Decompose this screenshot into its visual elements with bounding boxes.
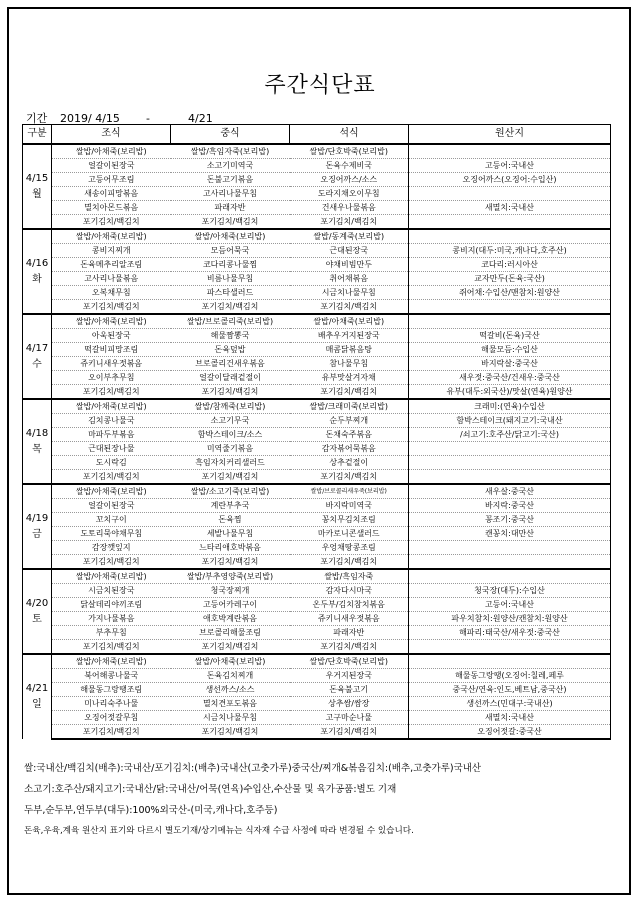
dinner-cell: 돈채숙주볶음 [290,428,409,442]
breakfast-cell: 포기김치/백김치 [52,640,171,655]
origin-cell [409,314,611,329]
table-row [23,456,611,470]
lunch-cell: 모듬어묵국 [171,244,290,258]
day-label: 4/18 목 [23,399,52,484]
table-row [23,187,611,201]
table-row [23,272,611,286]
table-row [23,300,611,315]
lunch-cell: 포기김치/백김치 [171,470,290,485]
dinner-cell: 우엉채땅콩조림 [290,541,409,555]
breakfast-cell: 쌀밥/아채죽(보리밥) [52,654,171,669]
lunch-cell: 포기김치/백김치 [171,555,290,570]
lunch-cell: 브로콜리해물조림 [171,626,290,640]
table-header-row [23,125,611,145]
breakfast-cell: 오징어젓갈무침 [52,711,171,725]
table-row [23,244,611,258]
lunch-cell: 코다리콩나물찜 [171,258,290,272]
origin-cell [409,229,611,244]
page-title: 주간식단표 [264,73,376,98]
note-line: 두부,순두부,연두부(대두):100%외국산-(미국,캐나다,호주등) [24,805,278,816]
breakfast-cell: 감장깻잎지 [52,541,171,555]
lunch-cell: 포기김치/백김치 [171,385,290,400]
notes [24,758,481,842]
origin-cell [409,144,611,159]
dinner-cell: 오징어까스/소스 [290,173,409,187]
breakfast-cell: 포기김치/백김치 [52,555,171,570]
table-row [23,513,611,527]
header-dinner: 석식 [290,125,409,145]
breakfast-cell: 돈육메추리알조림 [52,258,171,272]
breakfast-cell: 포기김치/백김치 [52,470,171,485]
table-row [23,286,611,300]
origin-cell: 새멸치:국내산 [409,201,611,215]
lunch-cell: 파스타샐러드 [171,286,290,300]
origin-cell: 유부(대두:외국산)/맛살(연육)원양산 [409,385,611,400]
dinner-cell: 취어채볶음 [290,272,409,286]
table-row [23,569,611,584]
breakfast-cell: 얼갈이된장국 [52,499,171,513]
table-row [23,173,611,187]
origin-cell: 코다리:러시아산 [409,258,611,272]
table-row [23,470,611,485]
lunch-cell: 돈육찜 [171,513,290,527]
table-row [23,329,611,343]
table-row [23,484,611,499]
lunch-cell: 돈불고기볶음 [171,173,290,187]
table-row [23,584,611,598]
origin-cell [409,456,611,470]
note-line: 소고기:호주산/돼지고기:국내산/닭:국내산/어묵(연육)수입산,수산물 및 육가공품:별도 기재 [24,784,397,795]
table-row [23,499,611,513]
breakfast-cell: 포기김치/백김치 [52,725,171,740]
breakfast-cell: 포기김치/백김치 [52,215,171,230]
dinner-cell: 온두부/김치참치볶음 [290,598,409,612]
lunch-cell: 쌀밥/흑임자죽(보리밥) [171,144,290,159]
dinner-cell: 쌀밥/단호박죽(보리밥) [290,654,409,669]
table-row [23,159,611,173]
day-label: 4/16 화 [23,229,52,314]
origin-cell: 중국산/연육:인도,베트남,중국산) [409,683,611,697]
table-row [23,527,611,541]
breakfast-cell: 북어해콩나물국 [52,669,171,683]
origin-cell: 새우살:중국산 [409,484,611,499]
lunch-cell: 소고기무국 [171,414,290,428]
breakfast-cell: 마파두부볶음 [52,428,171,442]
dinner-cell: 유부맛살겨자채 [290,371,409,385]
dinner-cell: 포기김치/백김치 [290,300,409,315]
lunch-cell: 쌀밥/아채죽(보리밥) [171,229,290,244]
origin-cell [409,569,611,584]
period-from: 2019/ 4/15 [60,112,120,125]
breakfast-cell: 아욱된장국 [52,329,171,343]
breakfast-cell: 근대된장나물 [52,442,171,456]
lunch-cell: 시금치나물무침 [171,711,290,725]
lunch-cell: 포기김치/백김치 [171,725,290,740]
origin-cell: 해파리:태국산/새우젓:중국산 [409,626,611,640]
dinner-cell: 쌀밥/동계죽(보리밥) [290,229,409,244]
breakfast-cell: 얼갈이된장국 [52,159,171,173]
header-lunch: 중식 [171,125,290,145]
breakfast-cell: 쌀밥/아채죽(보리밥) [52,229,171,244]
dinner-cell: 바지락미역국 [290,499,409,513]
lunch-cell: 느타리애호박볶음 [171,541,290,555]
period-label: 기간 [26,112,48,125]
table-row [23,612,611,626]
table-row [23,357,611,371]
lunch-cell: 계란부추국 [171,499,290,513]
table-row [23,144,611,159]
lunch-cell: 돈육김치찌개 [171,669,290,683]
lunch-cell: 포기김치/백김치 [171,300,290,315]
dinner-cell: 돈육수제비국 [290,159,409,173]
lunch-cell: 비름나물무침 [171,272,290,286]
origin-cell: 떡갈비(돈육)국산 [409,329,611,343]
breakfast-cell: 오이부추무침 [52,371,171,385]
dinner-cell: 포기김치/백김치 [290,725,409,740]
lunch-cell: 애호박계란볶음 [171,612,290,626]
lunch-cell: 포기김치/백김치 [171,640,290,655]
dinner-cell: 야채비빔만두 [290,258,409,272]
breakfast-cell: 도시락김 [52,456,171,470]
breakfast-cell: 미나리숙주나물 [52,697,171,711]
table-row [23,654,611,669]
lunch-cell: 얼갈이달래겉절이 [171,371,290,385]
lunch-cell: 쌀밥/아채죽(보리밥) [171,654,290,669]
dinner-cell: 쌀밥/단호박죽(보리밥) [290,144,409,159]
lunch-cell: 함박스테이크/소스 [171,428,290,442]
breakfast-cell: 고사리나물볶음 [52,272,171,286]
dinner-cell: 포기김치/백김치 [290,215,409,230]
origin-cell [409,442,611,456]
lunch-cell: 쌀밥/소고기죽(보리밥) [171,484,290,499]
header-category: 구분 [23,125,52,145]
breakfast-cell: 포기김치/백김치 [52,385,171,400]
lunch-cell: 생선까스/소스 [171,683,290,697]
lunch-cell: 소고기미역국 [171,159,290,173]
dinner-cell: 감자다시마국 [290,584,409,598]
table-row [23,314,611,329]
breakfast-cell: 쌀밥/아채죽(보리밥) [52,399,171,414]
breakfast-cell: 가지나물볶음 [52,612,171,626]
lunch-cell: 해물짬뽕국 [171,329,290,343]
origin-cell: 콩비지(대두:미국,캐나다,호주산) [409,244,611,258]
breakfast-cell: 오복채무침 [52,286,171,300]
table-row [23,697,611,711]
breakfast-cell: 닭살데리야끼조림 [52,598,171,612]
lunch-cell: 세발나물무침 [171,527,290,541]
origin-cell: 고등어:국내산 [409,598,611,612]
breakfast-cell: 고등어무조림 [52,173,171,187]
table-row [23,725,611,740]
dinner-cell: 쌀밥/아채죽(보리밥) [290,314,409,329]
breakfast-cell: 해물동그랑땡조림 [52,683,171,697]
header-breakfast: 조식 [52,125,171,145]
table-row [23,371,611,385]
origin-cell: 쥐어채:수입산/맨참치:원양산 [409,286,611,300]
breakfast-cell: 쌀밥/아채죽(보리밥) [52,484,171,499]
table-row [23,541,611,555]
day-label: 4/20 토 [23,569,52,654]
origin-cell: 고등어:국내산 [409,159,611,173]
table-row [23,683,611,697]
menu-table [22,124,611,740]
period-dash: - [146,112,150,125]
origin-cell [409,541,611,555]
dinner-cell: 포기김치/백김치 [290,555,409,570]
period-to: 4/21 [188,112,213,125]
breakfast-cell: 김치콩나물국 [52,414,171,428]
dinner-cell: 배추우거지된장국 [290,329,409,343]
breakfast-cell: 포기김치/백김치 [52,300,171,315]
dinner-cell: 마카로니콘샐러드 [290,527,409,541]
origin-cell: 생선까스(민대구:국내산) [409,697,611,711]
breakfast-cell: 시금치된장국 [52,584,171,598]
breakfast-cell: 새송이피망볶음 [52,187,171,201]
origin-cell: 해물동그랑땡(오징어:칠레,페루 [409,669,611,683]
dinner-cell: 쥬키니새우젓볶음 [290,612,409,626]
lunch-cell: 브로콜리건새우볶음 [171,357,290,371]
origin-cell [409,187,611,201]
dinner-cell: 건새우나물볶음 [290,201,409,215]
origin-cell: 꽁조기:중국산 [409,513,611,527]
table-row [23,640,611,655]
origin-cell [409,654,611,669]
lunch-cell: 쌀밥/참깨죽(보리밥) [171,399,290,414]
dinner-cell: 감자볶어묵볶음 [290,442,409,456]
lunch-cell: 쌀밥/브로콜리죽(보리밥) [171,314,290,329]
table-row [23,626,611,640]
lunch-cell: 미역줄기볶음 [171,442,290,456]
dinner-cell: 쌀밥/브로콜리새우죽(보리밥) [290,484,409,499]
origin-cell: 청국장(대두):수입산 [409,584,611,598]
origin-cell: 크래미:(연육)수입산 [409,399,611,414]
breakfast-cell: 쌀밥/아채죽(보리밥) [52,314,171,329]
origin-cell: 오징어까스(오징어:수입산) [409,173,611,187]
origin-cell: /쇠고기:호주산/닭고기:국산) [409,428,611,442]
lunch-cell: 돈육덮밥 [171,343,290,357]
dinner-cell: 파래자반 [290,626,409,640]
table-row [23,442,611,456]
dinner-cell: 순두부찌개 [290,414,409,428]
origin-cell [409,215,611,230]
lunch-cell: 포기김치/백김치 [171,215,290,230]
origin-cell [409,555,611,570]
lunch-cell: 파래자반 [171,201,290,215]
breakfast-cell: 쌀밥/아채죽(보리밥) [52,569,171,584]
breakfast-cell: 콩비지찌개 [52,244,171,258]
dinner-cell: 쌀밥/크래미죽(보리밥) [290,399,409,414]
table-row [23,201,611,215]
breakfast-cell: 쌀밥/아채죽(보리밥) [52,144,171,159]
origin-cell: 바지락살:중국산 [409,357,611,371]
origin-cell [409,300,611,315]
breakfast-cell: 멸치아몬드볶음 [52,201,171,215]
origin-cell: 함박스테이크(돼지고기:국내산 [409,414,611,428]
table-row [23,399,611,414]
origin-cell: 파우치참치:원양산/캔참치:원양산 [409,612,611,626]
lunch-cell: 멸치견포도볶음 [171,697,290,711]
origin-cell: 교자만두(돈육:국산) [409,272,611,286]
origin-cell: 새멸치:국내산 [409,711,611,725]
dinner-cell: 포기김치/백김치 [290,385,409,400]
origin-cell: 캔꽁치:대만산 [409,527,611,541]
dinner-cell: 매콤닭볶음탕 [290,343,409,357]
dinner-cell: 포기김치/백김치 [290,470,409,485]
table-row [23,414,611,428]
breakfast-cell: 꼬치구이 [52,513,171,527]
note-line: 쌀:국내산/백김치(배추):국내산/포기김치:(배추)국내산(고춧가루)중국산/찌개&볶음김치:(배추,고춧가루)국내산 [24,763,482,774]
lunch-cell: 고등어카레구이 [171,598,290,612]
table-row [23,385,611,400]
dinner-cell: 돈육불고기 [290,683,409,697]
dinner-cell: 꽁치무김치조림 [290,513,409,527]
table-row [23,215,611,230]
dinner-cell: 참나물무침 [290,357,409,371]
origin-cell [409,640,611,655]
table-row [23,598,611,612]
breakfast-cell: 부추무침 [52,626,171,640]
table-row [23,428,611,442]
dinner-cell: 도라지채오이무침 [290,187,409,201]
origin-cell: 바지락:중국산 [409,499,611,513]
note-line: 돈육,우육,계육 원산지 표기와 다르시 별도기재/상기메뉴는 식자재 수급 사정에 따라 변경될 수 있습니다. [24,826,414,836]
day-label: 4/17 수 [23,314,52,399]
table-row [23,229,611,244]
menu-body [23,144,611,739]
table-row [23,258,611,272]
table-row [23,711,611,725]
origin-cell [409,470,611,485]
breakfast-cell: 쥬키니새우젓볶음 [52,357,171,371]
day-label: 4/15 월 [23,144,52,229]
dinner-cell: 고구마순나물 [290,711,409,725]
table-row [23,343,611,357]
dinner-cell: 시금치나물무침 [290,286,409,300]
breakfast-cell: 떡갈비피망조림 [52,343,171,357]
breakfast-cell: 도토리묵야채무침 [52,527,171,541]
lunch-cell: 흑임자치커리샐러드 [171,456,290,470]
dinner-cell: 포기김치/백김치 [290,640,409,655]
lunch-cell: 쌀밥/부추영양죽(보리밥) [171,569,290,584]
day-label: 4/21 일 [23,654,52,739]
dinner-cell: 쌀밥/흑임자죽 [290,569,409,584]
header-origin: 원산지 [409,125,611,145]
dinner-cell: 상추쌈/쌈장 [290,697,409,711]
lunch-cell: 청국장찌개 [171,584,290,598]
day-label: 4/19 금 [23,484,52,569]
table-row [23,669,611,683]
origin-cell: 오징어젓갈:중국산 [409,725,611,740]
dinner-cell: 근대된장국 [290,244,409,258]
dinner-cell: 상추겉절이 [290,456,409,470]
dinner-cell: 우거지된장국 [290,669,409,683]
lunch-cell: 고사리나물무침 [171,187,290,201]
origin-cell: 새우젓:중국산/건새우:중국산 [409,371,611,385]
origin-cell: 해물모듬:수입산 [409,343,611,357]
table-row [23,555,611,570]
